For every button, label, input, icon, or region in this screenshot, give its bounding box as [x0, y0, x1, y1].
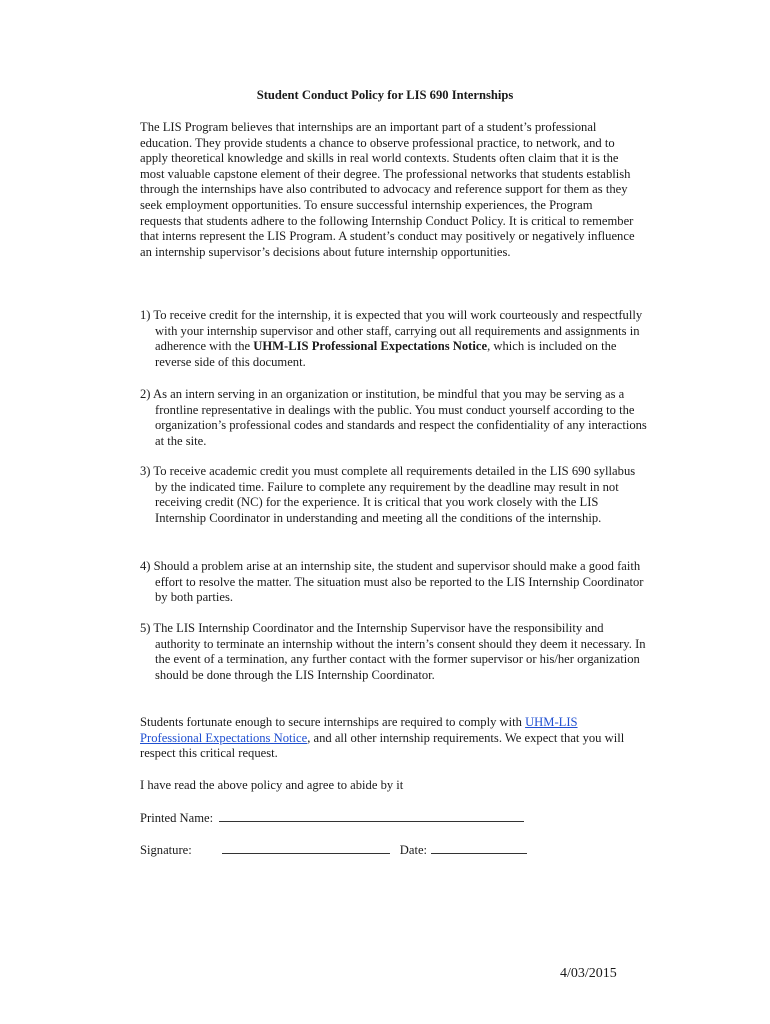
date-field[interactable]: [431, 842, 527, 854]
item-text-after: , which is included on the reverse side of this document.: [155, 339, 617, 369]
item-bold-text: UHM-LIS Professional Expectations Notice: [253, 339, 488, 354]
agreement-statement: I have read the above policy and agree to abide by it: [140, 778, 404, 792]
policy-item-5: [140, 621, 650, 683]
item-text: To receive academic credit you must complete all requirements detailed in the LIS 690 syllabus by the indicated time. Failure to complete any requirement by the deadline may result in not receiving credit (NC) for the experience. It is critical that you work closely with the LIS Internship Coordinator in understanding and meeting all the conditions of the internship.: [153, 464, 636, 525]
footer-date: 4/03/2015: [560, 966, 617, 981]
item-number: 1): [140, 308, 151, 322]
date-label: Date:: [399, 843, 428, 857]
item-number: 4): [140, 559, 151, 573]
item-text: As an intern serving in an organization or institution, be mindful that you may be serving as a frontline representative in dealings with the public. You must conduct yourself according to the organization’s professional codes and standards and respect the confidentiality of any interactions at the site.: [152, 387, 647, 448]
closing-paragraph: [140, 715, 635, 762]
policy-item-3: [140, 464, 650, 526]
item-text: Should a problem arise at an internship site, the student and supervisor should make a good faith effort to resolve the matter. The situation must also be reported to the LIS Internship Coordinator by both parties.: [153, 559, 644, 605]
printed-name-row: [140, 810, 524, 826]
item-text: The LIS Internship Coordinator and the Internship Supervisor have the responsibility and authority to terminate an internship without the intern’s consent should they deem it necessary. In the event of a termination, any further contact with the former supervisor or his/her organization should be done through the LIS Internship Coordinator.: [153, 621, 646, 682]
policy-item-4: [140, 559, 650, 606]
printed-name-label: Printed Name:: [140, 811, 214, 825]
item-number: 3): [140, 464, 151, 478]
closing-text-after: , and all other internship requirements. We expect that you will respect this critical request.: [140, 730, 625, 761]
item-number: 5): [140, 621, 151, 635]
policy-item-2: [140, 387, 650, 449]
signature-field[interactable]: [222, 842, 390, 854]
item-text: To receive credit for the internship, it is expected that you will work courteously and respectfully with your internship supervisor and other staff, carrying out all requirements and assignments in adherence with the: [153, 308, 643, 354]
expectations-notice-link[interactable]: UHM-LIS Professional Expectations Notice: [140, 715, 578, 745]
document-title: Student Conduct Policy for LIS 690 Internships: [256, 88, 514, 102]
printed-name-field[interactable]: [219, 810, 524, 822]
policy-item-1: [140, 308, 650, 370]
intro-paragraph: The LIS Program believes that internships are an important part of a student’s professional education. They provide students a chance to observe professional practice, to network, and to apply theoretical knowledge and skills in real world contexts. Students often claim that it is the most valuable capstone element of their degree. The professional networks that students establish through the internships have also contributed to advocacy and reference support for them as they seek employment opportunities. To ensure successful internship experiences, the Program requests that students adhere to the following Internship Conduct Policy. It is critical to remember that interns represent the LIS Program. A student’s conduct may positively or negatively influence an internship supervisor’s decisions about future internship opportunities.: [140, 120, 635, 259]
signature-row: [140, 842, 527, 858]
closing-text: Students fortunate enough to secure internships are required to comply with: [140, 715, 526, 729]
item-number: 2): [140, 387, 151, 401]
signature-label: Signature:: [140, 843, 192, 857]
